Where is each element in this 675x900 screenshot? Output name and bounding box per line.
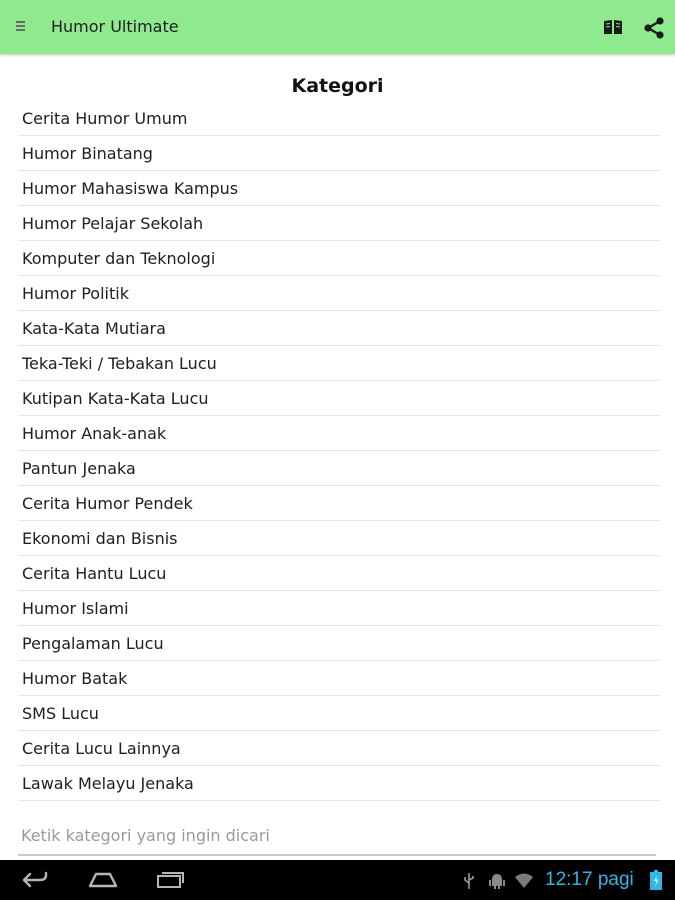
category-item[interactable]: Kata-Kata Mutiara [18,311,660,346]
action-bar [0,0,675,54]
category-item[interactable]: Humor Pelajar Sekolah [18,206,660,241]
category-item[interactable]: Humor Politik [18,276,660,311]
usb-icon [462,872,476,890]
clock: 12:17 pagi [545,869,634,890]
home-icon[interactable] [86,868,120,890]
category-item[interactable]: Humor Binatang [18,136,660,171]
category-item[interactable]: Ekonomi dan Bisnis [18,521,660,556]
category-item[interactable]: Cerita Hantu Lucu [18,556,660,591]
category-item[interactable]: Kutipan Kata-Kata Lucu [18,381,660,416]
category-item[interactable]: Pantun Jenaka [18,451,660,486]
page-title: Kategori [291,75,384,97]
search-field-container [18,818,656,856]
category-item[interactable]: Komputer dan Teknologi [18,241,660,276]
category-item[interactable]: Humor Mahasiswa Kampus [18,171,660,206]
category-item[interactable]: Humor Batak [18,661,660,696]
recents-icon[interactable] [154,868,186,890]
battery-icon [650,870,662,890]
category-item[interactable]: Cerita Humor Umum [18,101,660,136]
category-item[interactable]: SMS Lucu [18,696,660,731]
app-title: Humor Ultimate [51,17,179,36]
back-icon[interactable] [18,868,50,890]
category-item[interactable]: Cerita Humor Pendek [18,486,660,521]
category-item[interactable]: Pengalaman Lucu [18,626,660,661]
category-item[interactable]: Teka-Teki / Tebakan Lucu [18,346,660,381]
category-item[interactable]: Humor Islami [18,591,660,626]
category-item[interactable]: Lawak Melayu Jenaka [18,766,660,801]
search-input[interactable] [18,818,659,852]
category-item[interactable]: Humor Anak-anak [18,416,660,451]
android-debug-icon [488,872,506,890]
category-list [18,101,660,801]
wifi-icon [514,872,534,890]
drawer-menu-icon[interactable] [14,19,28,35]
book-icon[interactable] [602,18,624,36]
system-nav-bar [0,860,675,900]
share-icon[interactable] [641,15,667,41]
category-item[interactable]: Cerita Lucu Lainnya [18,731,660,766]
